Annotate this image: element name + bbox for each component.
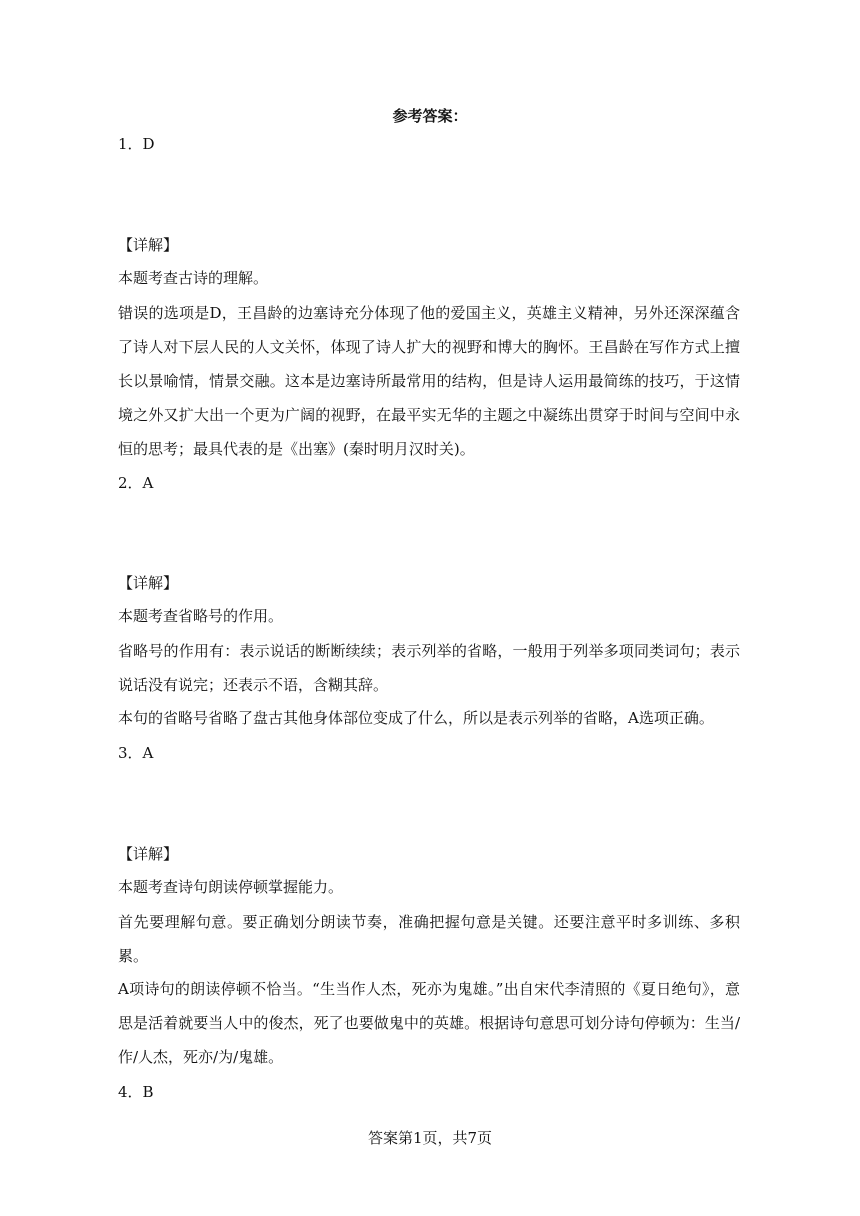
detail-heading-2: 【详解】 [118, 574, 179, 592]
detail-paragraph: 首先要理解句意。要正确划分朗读节奏，准确把握句意是关键。还要注意平时多训练、多积累。 [118, 913, 740, 965]
detail-paragraph: 省略号的作用有：表示说话的断断续续；表示列举的省略，一般用于列举多项同类词句；表示说话没有说完；还表示不语，含糊其辞。 [118, 642, 740, 694]
answer-1: 1．D [118, 135, 155, 153]
detail-paragraph: 错误的选项是D，王昌龄的边塞诗充分体现了他的爱国主义，英雄主义精神，另外还深深蕴含了诗人对下层人民的人文关怀，体现了诗人扩大的视野和博大的胸怀。王昌龄在写作方式上擅长以景喻情，情景交融。这本是边塞诗所最常用的结构，但是诗人运用最简练的技巧，于这情境之外又扩大出一个更为广阔的视野，在最平实无华的主题之中凝练出贯穿于时间与空间中永恒的思考；最具代表的是《出塞》(秦时明月汉时关)。 [118, 304, 740, 458]
detail-heading-3: 【详解】 [118, 845, 179, 863]
detail-paragraph: 本题考查诗句朗读停顿掌握能力。 [118, 878, 344, 896]
answer-2: 2．A [118, 474, 154, 492]
detail-paragraph: 本句的省略号省略了盘古其他身体部位变成了什么，所以是表示列举的省略，A选项正确。 [118, 709, 714, 727]
detail-paragraph: 本题考查古诗的理解。 [118, 269, 269, 287]
page-title: 参考答案： [392, 107, 468, 125]
detail-paragraph: A项诗句的朗读停顿不恰当。“生当作人杰，死亦为鬼雄。”出自宋代李清照的《夏日绝句》，意思是活着就要当人中的俊杰，死了也要做鬼中的英雄。根据诗句意思可划分诗句停顿为：生当/作/人杰，死亦/为/鬼雄。 [118, 980, 740, 1066]
page-footer: 答案第1页，共7页 [367, 1129, 493, 1147]
detail-paragraph: 本题考查省略号的作用。 [118, 607, 284, 625]
answer-4: 4．B [118, 1083, 154, 1101]
detail-heading-1: 【详解】 [118, 236, 179, 254]
answer-3: 3．A [118, 744, 154, 762]
